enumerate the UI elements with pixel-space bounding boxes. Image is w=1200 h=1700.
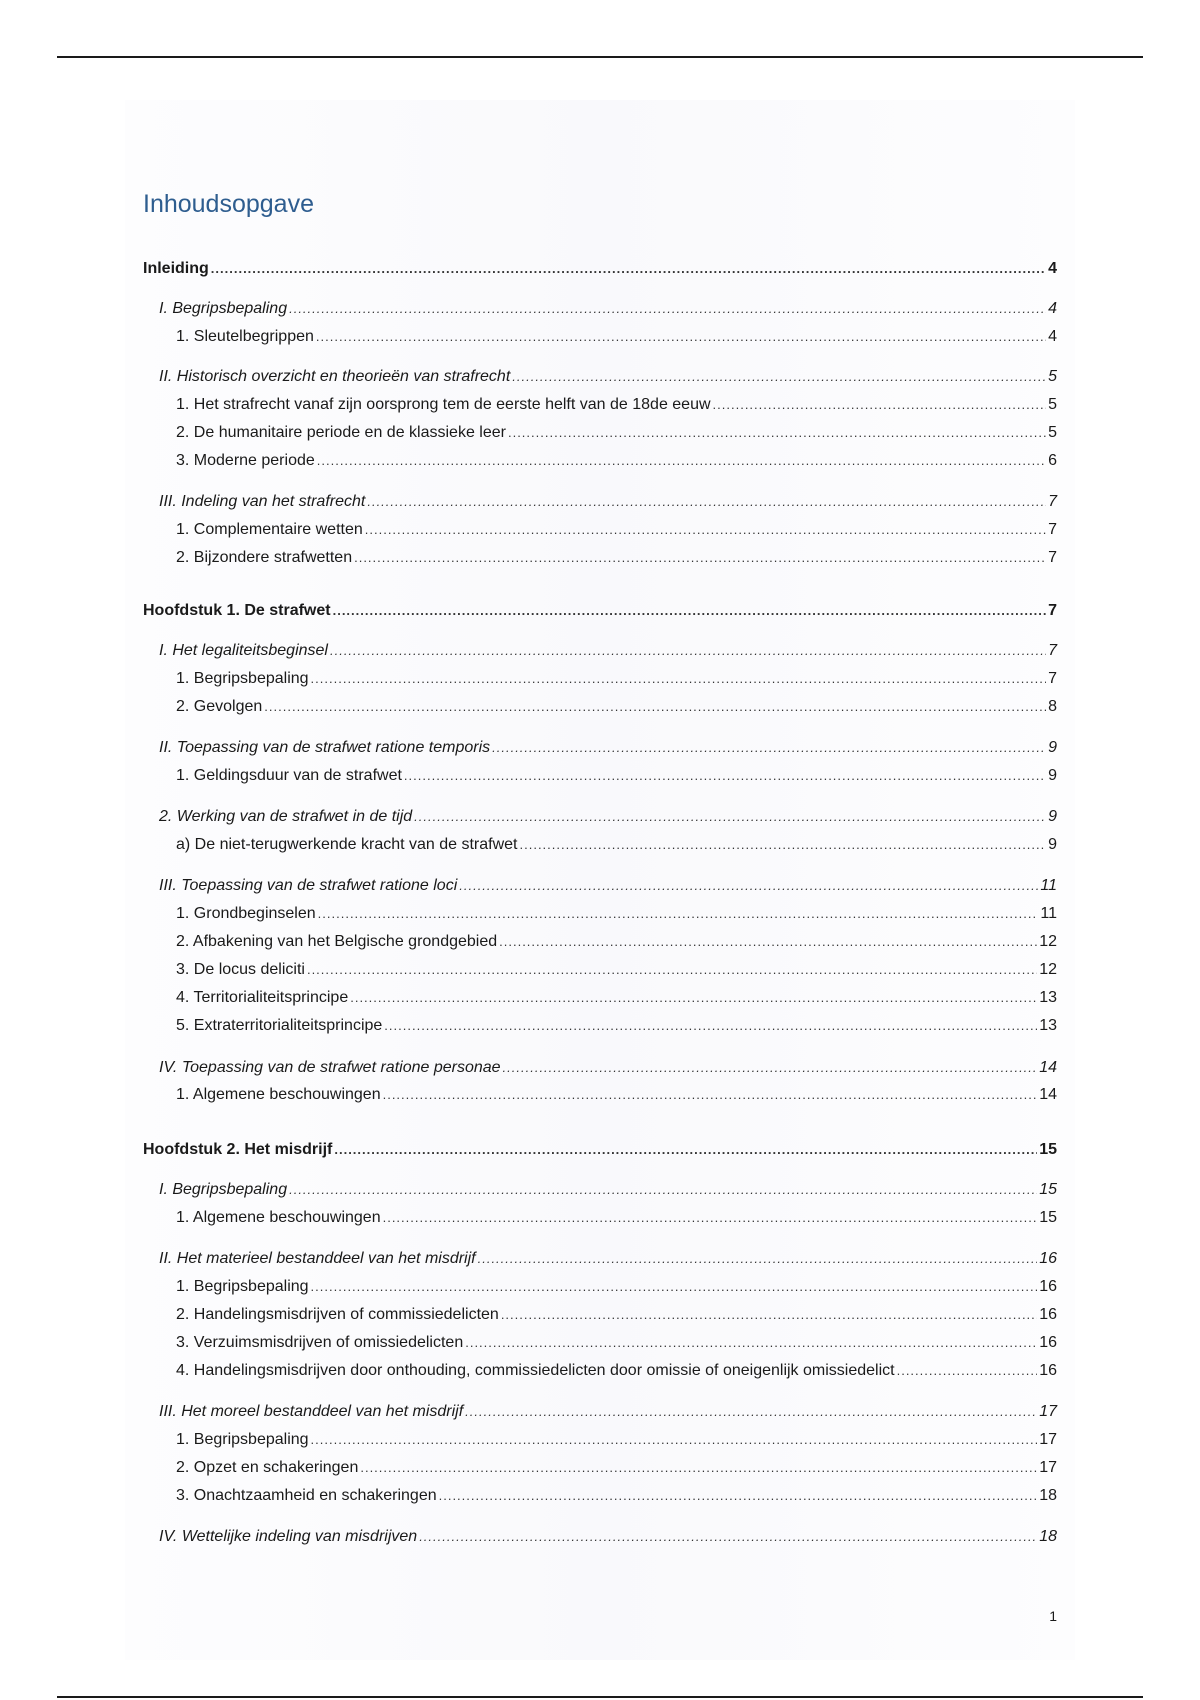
- toc-entry-chapter[interactable]: Hoofdstuk 1. De strafwet ..... 7: [143, 601, 1057, 621]
- toc-entry-subsection[interactable]: 1. Begripsbepaling ..... 7: [176, 669, 1057, 689]
- toc-entry-subsection[interactable]: 2. De humanitaire periode en de klassieke leer ..... 5: [176, 423, 1057, 443]
- bottom-rule: [57, 1696, 1143, 1698]
- toc-entry-subsection[interactable]: 3. Verzuimsmisdrijven of omissiedelicten ..... 16: [176, 1333, 1057, 1353]
- toc-entry-subsection[interactable]: 1. Algemene beschouwingen ..... 14: [176, 1085, 1057, 1105]
- toc-entry-section[interactable]: II. Historisch overzicht en theorieën van strafrecht ..... 5: [159, 367, 1057, 387]
- toc-entry-subsection[interactable]: 1. Sleutelbegrippen ..... 4: [176, 327, 1057, 347]
- toc-entry-chapter[interactable]: Inleiding ..... 4: [143, 259, 1057, 279]
- toc-entry-section[interactable]: I. Begripsbepaling ..... 4: [159, 299, 1057, 319]
- toc-entry-subsection[interactable]: 1. Het strafrecht vanaf zijn oorsprong tem de eerste helft van de 18de eeuw ..... 5: [176, 395, 1057, 415]
- toc-entry-subsection[interactable]: 3. Onachtzaamheid en schakeringen ..... 18: [176, 1486, 1057, 1506]
- toc-entry-subsection[interactable]: 2. Afbakening van het Belgische grondgebied ..... 12: [176, 932, 1057, 952]
- top-rule: [57, 56, 1143, 58]
- toc-entry-subsection[interactable]: 4. Handelingsmisdrijven door onthouding, commissiedelicten door omissie of oneigenlijk omissiedelict ..... 16: [176, 1361, 1057, 1381]
- toc-entry-subsection[interactable]: 1. Begripsbepaling ..... 16: [176, 1277, 1057, 1297]
- toc-entry-subsection[interactable]: 3. De locus deliciti ..... 12: [176, 960, 1057, 980]
- toc-entry-subsection[interactable]: 5. Extraterritorialiteitsprincipe ..... 13: [176, 1016, 1057, 1036]
- toc-entry-section[interactable]: I. Begripsbepaling ..... 15: [159, 1180, 1057, 1200]
- toc-entry-subsection[interactable]: 1. Begripsbepaling ..... 17: [176, 1430, 1057, 1450]
- toc-entry-section[interactable]: 2. Werking van de strafwet in de tijd ..... 9: [159, 807, 1057, 827]
- toc-entry-subsection[interactable]: 3. Moderne periode ..... 6: [176, 451, 1057, 471]
- toc-entry-subsection[interactable]: 2. Gevolgen ..... 8: [176, 697, 1057, 717]
- toc-entry-section[interactable]: IV. Toepassing van de strafwet ratione personae ..... 14: [159, 1058, 1057, 1078]
- toc-entry-subsection[interactable]: 2. Opzet en schakeringen ..... 17: [176, 1458, 1057, 1478]
- toc-entry-section[interactable]: I. Het legaliteitsbeginsel ..... 7: [159, 641, 1057, 661]
- toc-entry-section[interactable]: II. Toepassing van de strafwet ratione temporis ..... 9: [159, 738, 1057, 758]
- toc-title: Inhoudsopgave: [143, 190, 314, 218]
- page-number: 1: [1049, 1608, 1057, 1624]
- toc-entry-section[interactable]: II. Het materieel bestanddeel van het misdrijf ..... 16: [159, 1249, 1057, 1269]
- toc-entry-section[interactable]: III. Het moreel bestanddeel van het misdrijf ..... 17: [159, 1402, 1057, 1422]
- toc-entry-subsection[interactable]: a) De niet-terugwerkende kracht van de strafwet ..... 9: [176, 835, 1057, 855]
- toc-entry-section[interactable]: IV. Wettelijke indeling van misdrijven ..... 18: [159, 1527, 1057, 1547]
- toc-entry-subsection[interactable]: 1. Complementaire wetten ..... 7: [176, 520, 1057, 540]
- toc-entry-subsection[interactable]: 4. Territorialiteitsprincipe ..... 13: [176, 988, 1057, 1008]
- toc-entry-subsection[interactable]: 1. Grondbeginselen ..... 11: [176, 904, 1057, 924]
- toc-entry-subsection[interactable]: 1. Algemene beschouwingen ..... 15: [176, 1208, 1057, 1228]
- toc-entry-subsection[interactable]: 1. Geldingsduur van de strafwet ..... 9: [176, 766, 1057, 786]
- toc-entry-section[interactable]: III. Toepassing van de strafwet ratione loci ..... 11: [159, 876, 1057, 896]
- toc-entry-chapter[interactable]: Hoofdstuk 2. Het misdrijf ..... 15: [143, 1140, 1057, 1160]
- toc-entry-subsection[interactable]: 2. Handelingsmisdrijven of commissiedelicten ..... 16: [176, 1305, 1057, 1325]
- toc-entry-section[interactable]: III. Indeling van het strafrecht ..... 7: [159, 492, 1057, 512]
- toc-entry-subsection[interactable]: 2. Bijzondere strafwetten ..... 7: [176, 548, 1057, 568]
